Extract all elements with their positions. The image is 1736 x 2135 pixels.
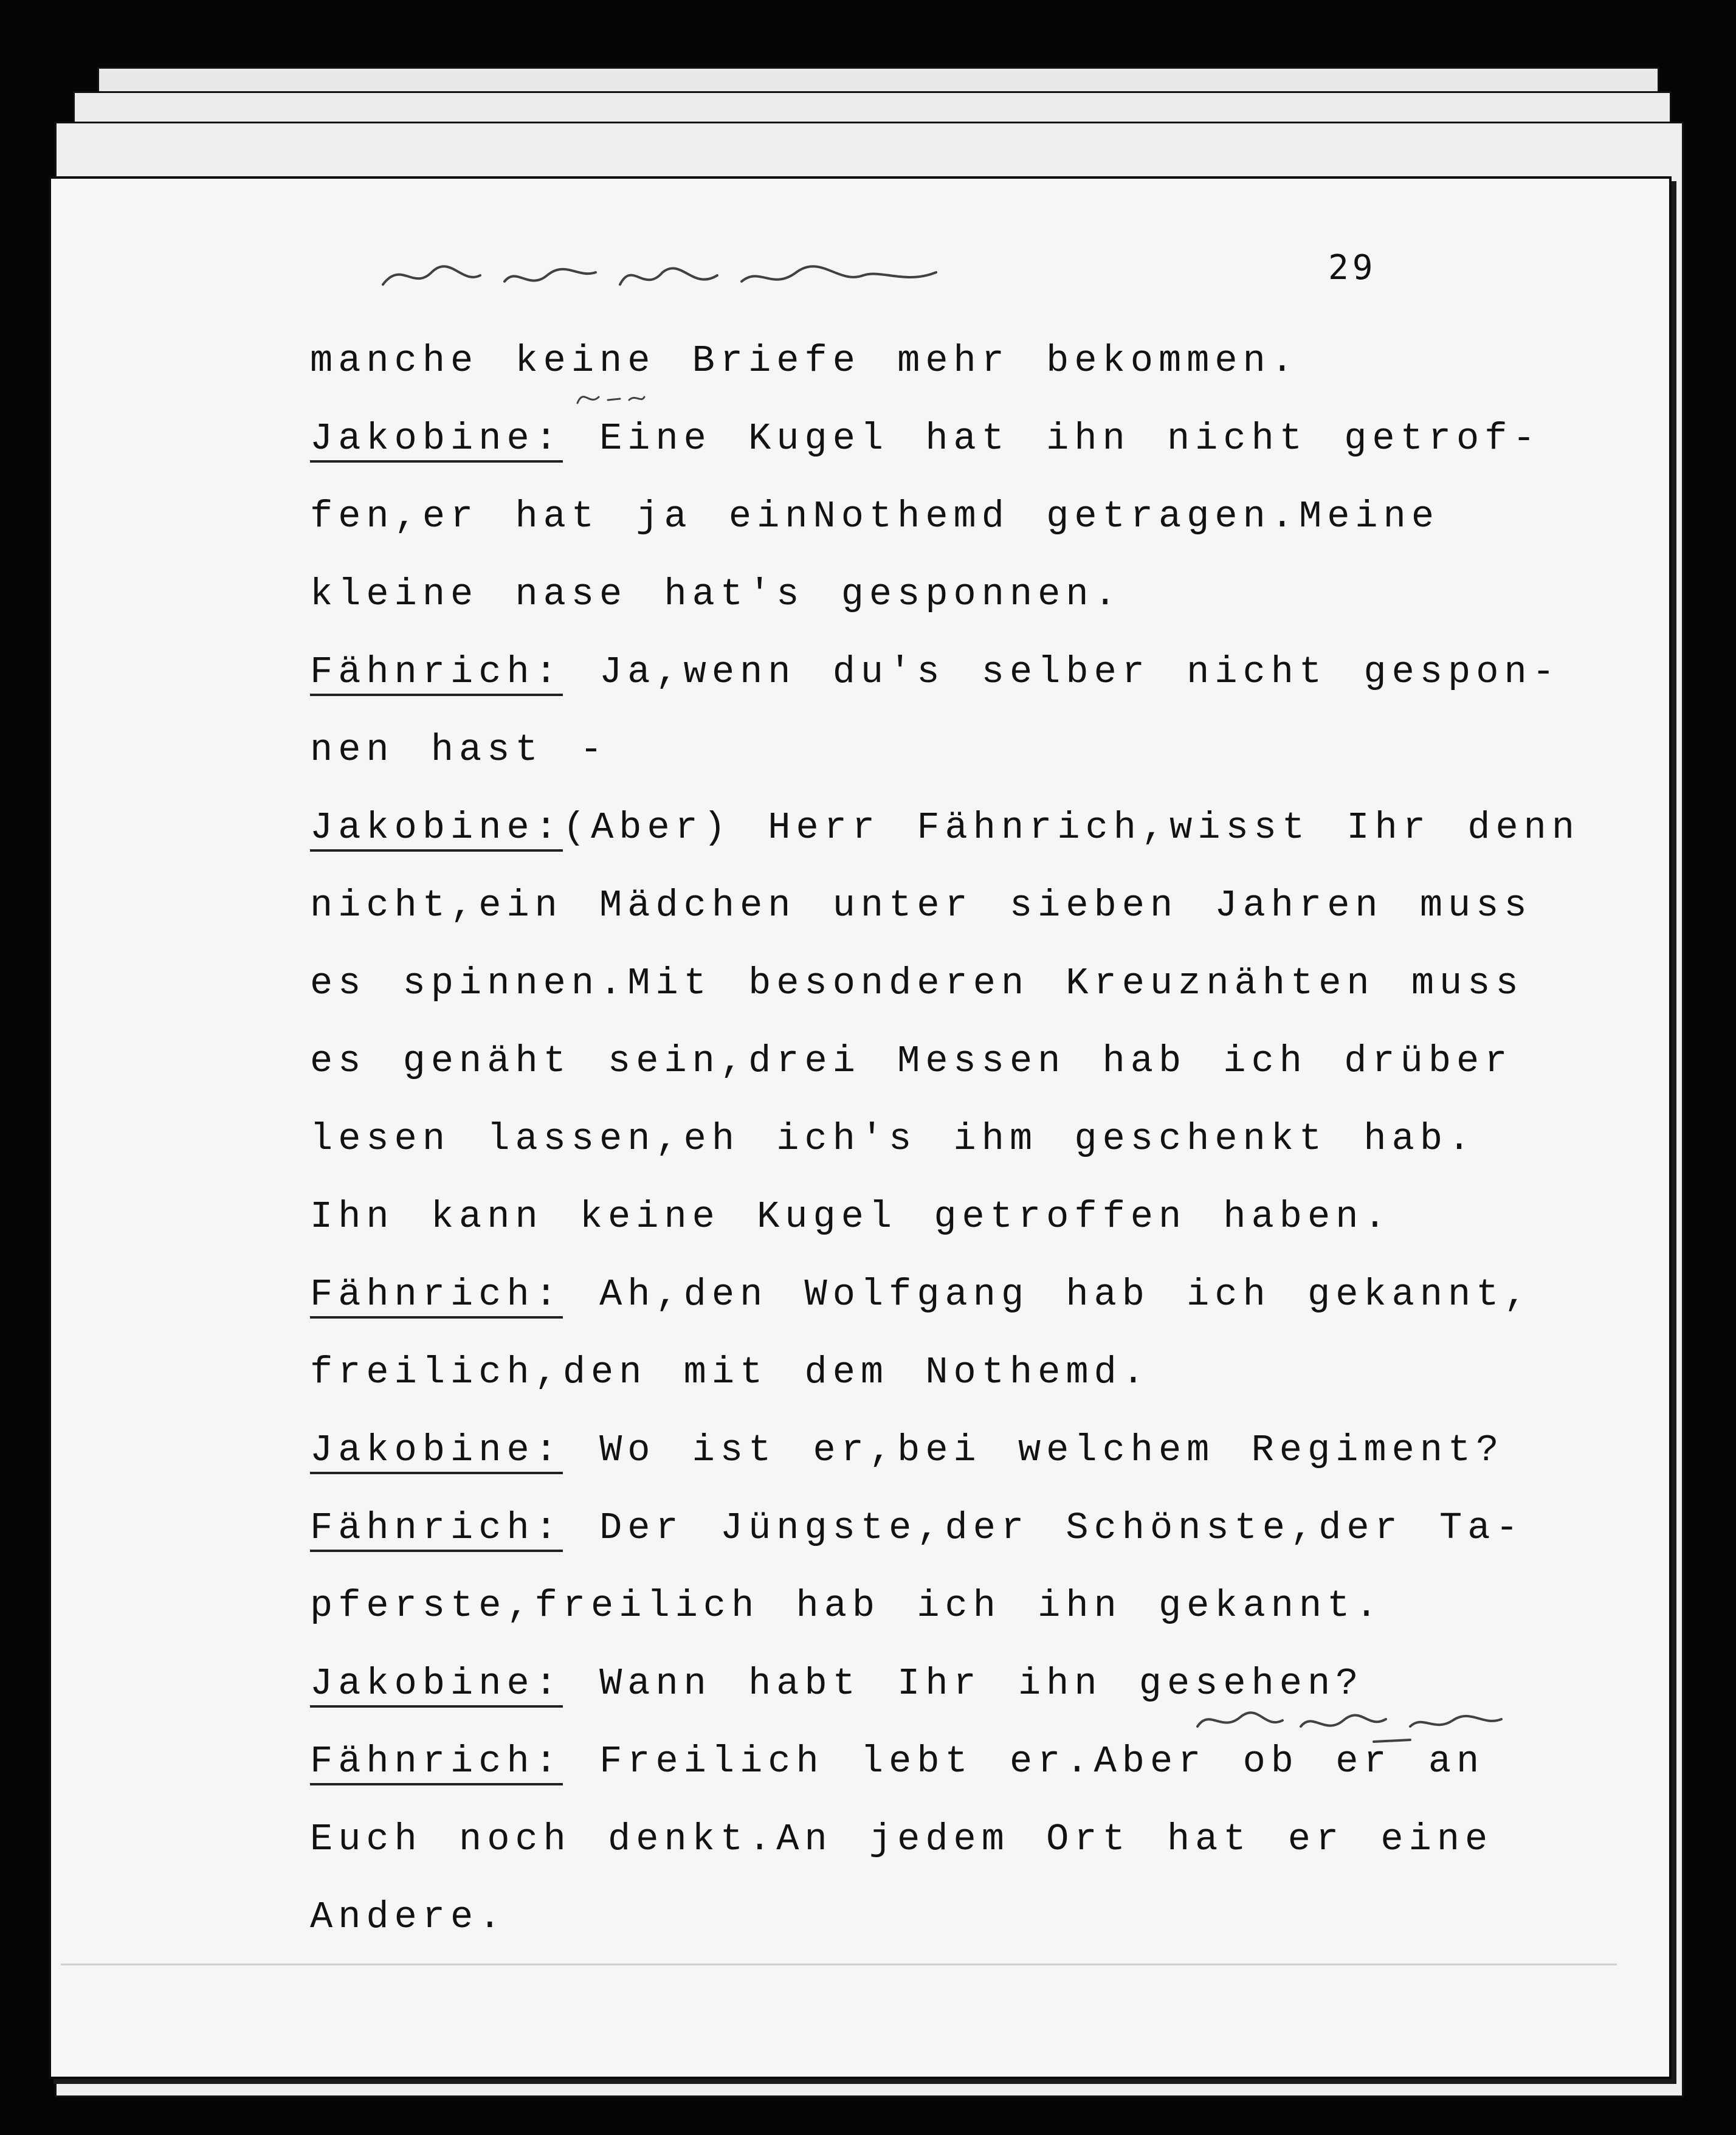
speaker-label: Jakobine: xyxy=(310,1429,563,1474)
text-line: Fähnrich: Ja,wenn du's selber nicht gespon- xyxy=(310,633,1526,711)
text-line: nen hast - xyxy=(310,728,608,771)
text-line: Jakobine: Wann habt Ihr ihn gesehen? xyxy=(310,1645,1526,1723)
text-line: es spinnen.Mit besonderen Kreuznähten muss xyxy=(310,962,1524,1005)
text-line: fen,er hat ja einNothemd getragen.Meine xyxy=(310,495,1440,538)
handwritten-annotation-top xyxy=(377,248,942,303)
text-line: manche keine Briefe mehr bekommen. xyxy=(310,339,1300,382)
text-line: Jakobine: Wo ist er,bei welchem Regiment? xyxy=(310,1412,1526,1489)
text-line: Jakobine:(Aber) Herr Fähnrich,wisst Ihr denn xyxy=(310,789,1526,867)
speaker-label: Fähnrich: xyxy=(310,1740,563,1785)
text-line: Andere. xyxy=(310,1895,507,1939)
speaker-label: Fähnrich: xyxy=(310,651,563,696)
typewritten-text xyxy=(310,322,1580,1956)
text-line: lesen lassen,eh ich's ihm geschenkt hab. xyxy=(310,1117,1476,1161)
text-line: Ihn kann keine Kugel getroffen haben. xyxy=(310,1195,1392,1238)
text-line: Fähnrich: Freilich lebt er.Aber ob er an xyxy=(310,1723,1526,1801)
text-line: Fähnrich: Ah,den Wolfgang hab ich gekannt, xyxy=(310,1256,1526,1334)
text-line: Fähnrich: Der Jüngste,der Schönste,der Ta- xyxy=(310,1489,1526,1567)
page-number: 29 xyxy=(1328,248,1377,288)
text-line: freilich,den mit dem Nothemd. xyxy=(310,1351,1150,1394)
text-line: pferste,freilich hab ich ihn gekannt. xyxy=(310,1584,1383,1627)
speaker-label: Jakobine: xyxy=(310,807,563,852)
page-edge-line xyxy=(61,1964,1617,1965)
speaker-label: Fähnrich: xyxy=(310,1274,563,1319)
speaker-label: Jakobine: xyxy=(310,1663,563,1708)
speaker-label: Fähnrich: xyxy=(310,1507,563,1552)
text-line: Jakobine: Eine Kugel hat ihn nicht getrof- xyxy=(310,400,1526,478)
speaker-label: Jakobine: xyxy=(310,418,563,463)
text-line: Euch noch denkt.An jedem Ort hat er eine xyxy=(310,1818,1493,1861)
text-line: nicht,ein Mädchen unter sieben Jahren muss xyxy=(310,884,1532,927)
text-line: kleine nase hat's gesponnen. xyxy=(310,573,1122,616)
text-line: es genäht sein,drei Messen hab ich drüber xyxy=(310,1040,1513,1083)
